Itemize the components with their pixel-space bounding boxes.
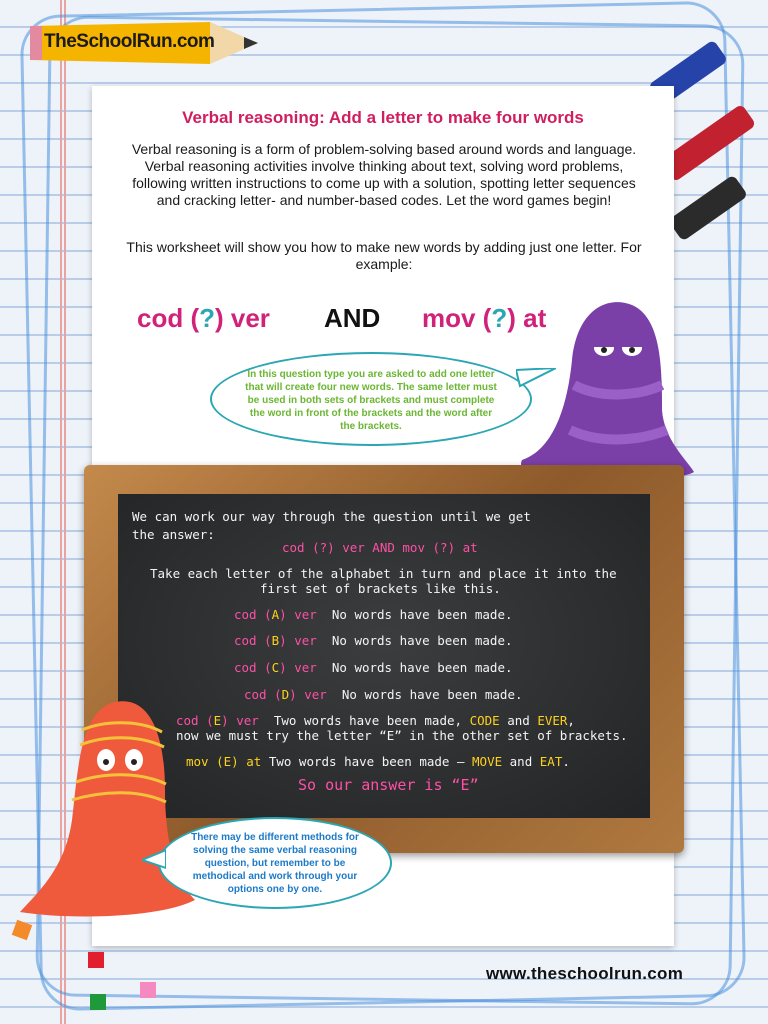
logo-text[interactable]: TheSchoolRun.com bbox=[44, 31, 215, 52]
bubble-tail-icon bbox=[142, 848, 166, 870]
purple-monster-icon bbox=[512, 290, 702, 490]
example-left-word: cod (?) ver bbox=[137, 303, 270, 333]
intro-paragraph: Verbal reasoning is a form of problem-solving based around words and language. Verbal reasoning activities involve thinking about text, solving word problems, following written instructions to come up with a solution, spotting letter sequences and cracking letter- and number-based codes. Let the word games begin! bbox=[131, 141, 637, 208]
confetti-square bbox=[12, 920, 33, 941]
board-line: the answer: bbox=[132, 527, 215, 542]
board-row-mov: mov (E) at Two words have been made – MOVE and EAT. bbox=[186, 754, 570, 769]
board-row-d: cod (D) ver No words have been made. bbox=[244, 687, 523, 702]
example-lead-text: This worksheet will show you how to make new words by adding just one letter. For example: bbox=[126, 239, 642, 272]
confetti-square bbox=[90, 994, 106, 1010]
board-line: We can work our way through the question until we get bbox=[132, 509, 531, 524]
bubble-tail-icon bbox=[516, 368, 556, 388]
board-line: now we must try the letter “E” in the other set of brackets. bbox=[176, 728, 628, 743]
speech-bubble-top-text: In this question type you are asked to add one letter that will create four new words. The same letter must be used in both sets of brackets and must complete the word in front of the brackets and the word after the brackets. bbox=[245, 369, 497, 432]
example-right-word: mov (?) at bbox=[422, 303, 547, 333]
board-row-a: cod (A) ver No words have been made. bbox=[234, 607, 513, 622]
confetti-square bbox=[88, 952, 104, 968]
speech-bubble-bottom-text: There may be different methods for solving the same verbal reasoning question, but remember to be methodical and work through your options one by one. bbox=[191, 832, 359, 895]
confetti-square bbox=[140, 982, 156, 998]
speech-bubble-top bbox=[210, 352, 532, 446]
board-answer: So our answer is “E” bbox=[298, 776, 479, 794]
board-line: first set of brackets like this. bbox=[260, 581, 501, 596]
board-line: Take each letter of the alphabet in turn and place it into the bbox=[150, 566, 617, 581]
board-equation: cod (?) ver AND mov (?) at bbox=[282, 540, 478, 555]
speech-bubble-bottom bbox=[158, 817, 392, 909]
worksheet-title: Verbal reasoning: Add a letter to make four words bbox=[182, 108, 584, 127]
footer-url-link[interactable]: www.theschoolrun.com bbox=[486, 964, 684, 983]
example-and: AND bbox=[324, 303, 381, 333]
board-row-b: cod (B) ver No words have been made. bbox=[234, 633, 513, 648]
board-row-e: cod (E) ver Two words have been made, CODE and EVER, bbox=[176, 713, 575, 728]
board-row-c: cod (C) ver No words have been made. bbox=[234, 660, 513, 675]
